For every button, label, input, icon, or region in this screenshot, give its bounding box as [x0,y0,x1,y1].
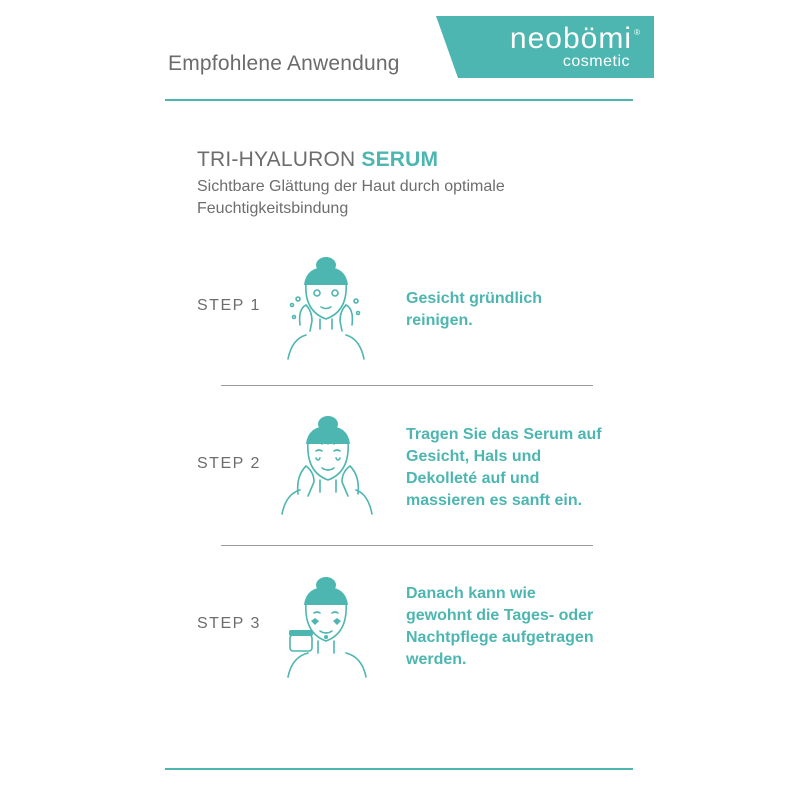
step-2-label: STEP 2 [197,455,261,472]
face-massage-icon [276,414,376,523]
product-name-accent: SERUM [361,148,439,171]
header-rule [165,99,633,101]
footer-rule [165,768,633,770]
brand-name: neobömi [509,22,632,55]
registered-mark: ® [634,28,640,37]
product-name [197,148,438,172]
brand-tagline: cosmetic [562,53,630,70]
brand-logo [436,16,654,78]
step-1-label: STEP 1 [197,297,261,314]
step-divider-2 [221,545,593,546]
step-3-label: STEP 3 [197,615,261,632]
face-cream-icon [284,575,374,684]
product-description: Sichtbare Glättung der Haut durch optimale Feuchtigkeitsbindung [197,178,505,217]
step-divider-1 [221,385,593,386]
page-title: Empfohlene Anwendung [168,52,400,75]
product-name-prefix: TRI-HYALURON [197,148,362,171]
step-2-text: Tragen Sie das Serum auf Gesicht, Hals und Dekolleté auf und massieren es sanft ein. [406,426,602,509]
step-1-text: Gesicht gründlich reinigen. [406,290,543,329]
face-washing-icon [284,255,368,366]
step-3-text: Danach kann wie gewohnt die Tages- oder Nachtpflege aufgetragen werden. [406,585,594,668]
